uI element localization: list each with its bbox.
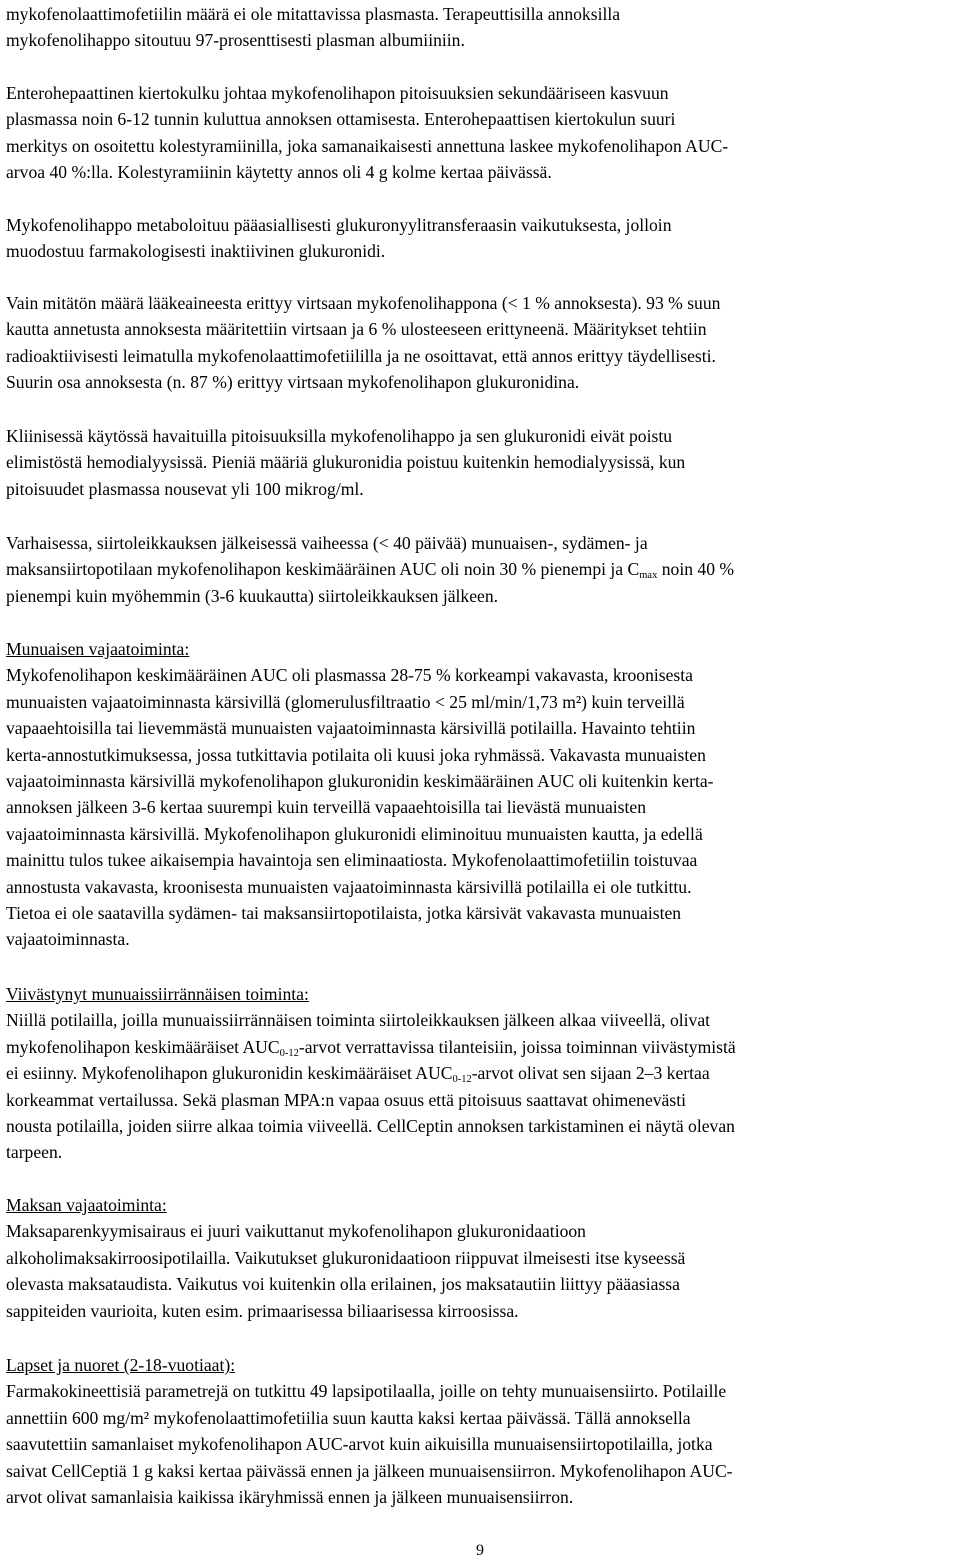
subscript: 0-12 xyxy=(452,1074,472,1086)
text-segment: noin 40 % xyxy=(657,559,735,580)
section-delayed-graft-function xyxy=(6,981,736,1166)
text-line: annostusta vakavasta, kroonisesta munuaisten vajaatoiminnasta kärsivillä potilailla ei ole tutkittu. xyxy=(6,876,692,897)
text-line: Maksaparenkyymisairaus ei juuri vaikuttanut mykofenolihapon glukuronidaatioon xyxy=(6,1221,586,1242)
text-line: pienempi kuin myöhemmin (3-6 kuukautta) siirtoleikkauksen jälkeen. xyxy=(6,585,499,606)
subscript: max xyxy=(639,570,658,582)
text-line: mykofenolihappo sitoutuu 97-prosenttisesti plasman albumiiniin. xyxy=(6,30,465,51)
text-line xyxy=(6,1060,736,1086)
paragraph-hemodialysis xyxy=(6,423,685,502)
text-line: kerta-annostutkimuksessa, jossa tutkittavia potilaita oli kuusi joka ryhmässä. Vakavasta munuaisten xyxy=(6,744,706,765)
page-number: 9 xyxy=(476,1542,484,1559)
text-line: alkoholimaksakirroosipotilailla. Vaikutukset glukuronidaatioon riippuvat ilmeisesti itse kyseessä xyxy=(6,1247,686,1268)
text-line: radioaktiivisesti leimatulla mykofenolaattimofetiililla ja ne osoittavat, että annos erittyy täydellisesti. xyxy=(6,345,716,366)
section-heading: Munuaisen vajaatoiminta: xyxy=(6,639,190,659)
paragraph-metabolism xyxy=(6,212,672,265)
text-line: Mykofenolihapon keskimääräinen AUC oli plasmassa 28-75 % korkeampi vakavasta, kroonisesta xyxy=(6,665,693,686)
section-heading: Maksan vajaatoiminta: xyxy=(6,1195,167,1215)
text-line: pitoisuudet plasmassa nousevat yli 100 mikrog/ml. xyxy=(6,478,364,499)
text-line: munuaisten vajaatoiminnasta kärsivillä (glomerulusfiltraatio < 25 ml/min/1,73 m²) kuin terveillä xyxy=(6,691,685,712)
section-heading: Lapset ja nuoret (2-18-vuotiaat): xyxy=(6,1355,236,1375)
text-line: arvoa 40 %:lla. Kolestyramiinin käytetty annos oli 4 g kolme kertaa päivässä. xyxy=(6,162,552,183)
text-line: merkitys on osoitettu kolestyramiinilla, joka samanaikaisesti annettuna laskee mykofenolihapon AUC- xyxy=(6,135,729,156)
section-renal-impairment xyxy=(6,636,714,953)
text-line: annettiin 600 mg/m² mykofenolaattimofetiilia suun kautta kaksi kertaa päivässä. Tällä annoksella xyxy=(6,1407,691,1428)
section-children-adolescents xyxy=(6,1352,733,1510)
text-line: plasmassa noin 6-12 tunnin kuluttua annoksen ottamisesta. Enterohepaattisen kiertokulun suuri xyxy=(6,109,676,130)
text-line: Varhaisessa, siirtoleikkauksen jälkeisessä vaiheessa (< 40 päivää) munuaisen-, sydämen- ja xyxy=(6,533,648,553)
text-line: Tietoa ei ole saatavilla sydämen- tai maksansiirtopotilaista, jotka kärsivät vakavasta munuaisten xyxy=(6,903,682,924)
text-line: korkeammat vertailussa. Sekä plasman MPA:n vapaa osuus että pitoisuus saattavat ohimenevästi xyxy=(6,1089,686,1110)
text-line: Vain mitätön määrä lääkeaineesta erittyy virtsaan mykofenolihappona (< 1 % annoksesta). 93 % suun xyxy=(6,293,721,313)
text-line: Niillä potilailla, joilla munuaissiirrännäisen toiminta siirtoleikkauksen jälkeen alkaa viiveellä, olivat xyxy=(6,1010,711,1031)
text-line: nousta potilailla, joiden siirre alkaa toimia viiveellä. CellCeptin annoksen tarkistaminen ei näytä olevan xyxy=(6,1116,735,1137)
paragraph-enterohepatic-circulation xyxy=(6,80,728,186)
text-segment: ei esiinny. Mykofenolihapon glukuronidin keskimääräiset AUC xyxy=(6,1063,453,1084)
text-line: Farmakokineettisiä parametrejä on tutkittu 49 lapsipotilaalla, joille on tehty munuaisensiirto. Potilaille xyxy=(6,1381,727,1402)
text-line: sappiteiden vaurioita, kuten esim. primaarisessa biliaarisessa kirroosissa. xyxy=(6,1300,519,1321)
text-line: olevasta maksataudista. Vaikutus voi kuitenkin olla erilainen, jos maksatautiin liittyy pääasiassa xyxy=(6,1274,680,1295)
text-segment: -arvot verrattavissa tilanteisiin, joissa toiminnan viivästymistä xyxy=(298,1036,736,1057)
paragraph-excretion xyxy=(6,290,720,396)
subscript: 0-12 xyxy=(279,1047,299,1059)
text-line: mainittu tulos tukee aikaisempia havaintoja sen eliminaatiosta. Mykofenolaattimofetiilin toistuvaa xyxy=(6,850,698,871)
text-line: Suurin osa annoksesta (n. 87 %) erittyy virtsaan mykofenolihapon glukuronidina. xyxy=(6,372,580,393)
text-line: Mykofenolihappo metaboloituu pääasiallisesti glukuronyylitransferaasin vaikutuksesta, jolloin xyxy=(6,215,672,235)
text-segment: -arvot olivat sen sijaan 2–3 kertaa xyxy=(471,1063,710,1084)
text-line: vapaaehtoisilla tai lievemmästä munuaisten vajaatoiminnasta kärsivillä potilailla. Havainto tehtiin xyxy=(6,718,696,739)
text-line: annoksen jälkeen 3-6 kertaa suurempi kuin terveillä vapaaehtoisilla tai lievästä munuaisten xyxy=(6,797,646,818)
text-line: muodostuu farmakologisesti inaktiivinen glukuronidi. xyxy=(6,241,386,262)
text-line: elimistöstä hemodialyysissä. Pieniä määriä glukuronidia poistuu kuitenkin hemodialyysissä, kun xyxy=(6,452,686,473)
section-hepatic-impairment xyxy=(6,1192,685,1324)
text-line: saavutettiin samanlaiset mykofenolihapon AUC-arvot kuin aikuisilla munuaisensiirtopotilailla, jotka xyxy=(6,1434,713,1455)
text-line: vajaatoiminnasta kärsivillä. Mykofenolihapon glukuronidi eliminoituu munuaisten kautta, ja edellä xyxy=(6,823,703,844)
text-line xyxy=(6,556,734,582)
text-line xyxy=(6,1034,736,1060)
paragraph-protein-binding xyxy=(6,1,620,54)
text-line: arvot olivat samanlaisia kaikissa ikäryhmissä ennen ja jälkeen munuaisensiirron. xyxy=(6,1487,574,1508)
text-line: tarpeen. xyxy=(6,1142,63,1163)
text-line: Kliinisessä käytössä havaituilla pitoisuuksilla mykofenolihappo ja sen glukuronidi eivät poistu xyxy=(6,426,673,446)
text-line: saivat CellCeptiä 1 g kaksi kertaa päivässä ennen ja jälkeen munuaisensiirron. Mykofenolihapon AUC- xyxy=(6,1460,733,1481)
text-line: vajaatoiminnasta kärsivillä mykofenolihapon glukuronidin keskimääräinen AUC oli kuitenkin kerta- xyxy=(6,771,714,792)
text-line: mykofenolaattimofetiilin määrä ei ole mitattavissa plasmasta. Terapeuttisilla annoksilla xyxy=(6,4,621,24)
text-line: Enterohepaattinen kiertokulku johtaa mykofenolihapon pitoisuuksien sekundääriseen kasvuun xyxy=(6,83,669,103)
text-segment: maksansiirtopotilaan mykofenolihapon keskimääräinen AUC oli noin 30 % pienempi ja C xyxy=(6,559,640,580)
text-line: kautta annetusta annoksesta määritettiin virtsaan ja 6 % ulosteeseen erittyneenä. Määritykset tehtiin xyxy=(6,319,707,340)
text-line: vajaatoiminnasta. xyxy=(6,929,130,950)
section-heading: Viivästynyt munuaissiirrännäisen toiminta: xyxy=(6,984,309,1004)
paragraph-early-post-transplant xyxy=(6,530,734,609)
text-segment: mykofenolihapon keskimääräiset AUC xyxy=(6,1036,280,1057)
